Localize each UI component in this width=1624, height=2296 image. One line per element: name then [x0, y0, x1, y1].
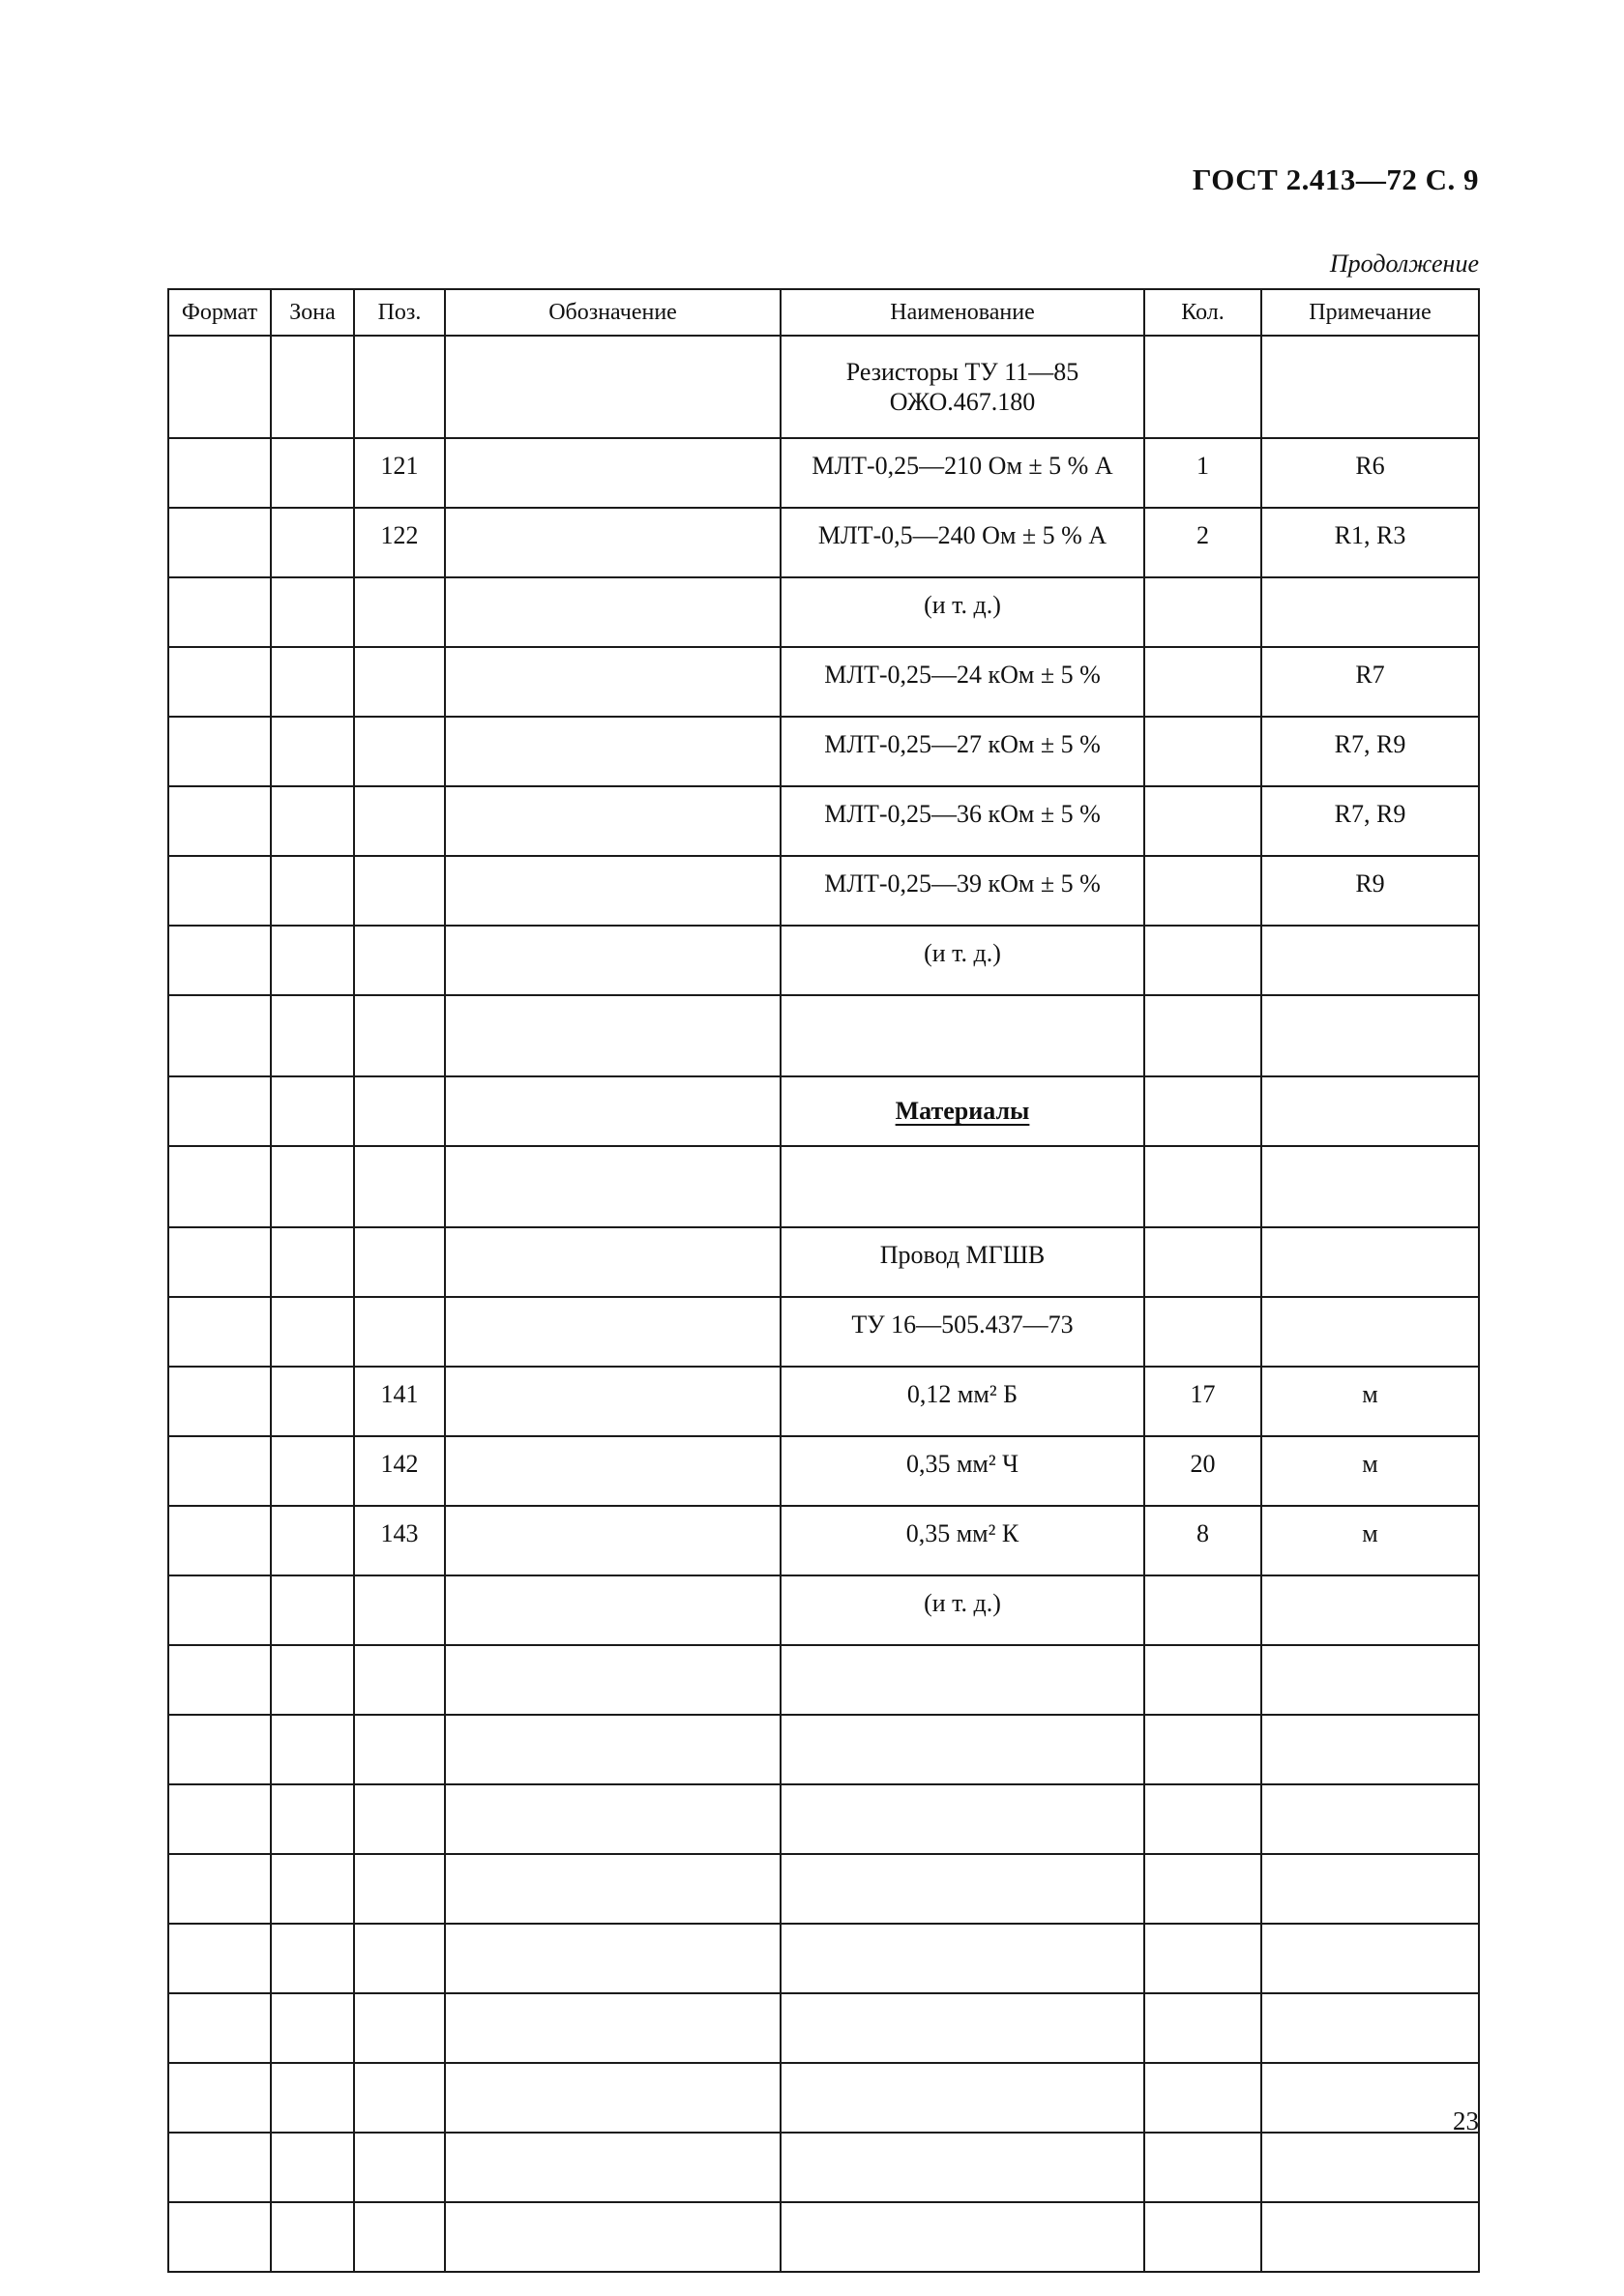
cell-quantity — [1144, 647, 1261, 717]
cell-designation — [445, 1227, 781, 1297]
cell-note — [1261, 2202, 1479, 2272]
cell-format — [168, 2063, 271, 2133]
cell-zone — [271, 1506, 354, 1575]
cell-designation — [445, 1575, 781, 1645]
cell-note — [1261, 995, 1479, 1076]
table-row — [168, 647, 1479, 717]
cell-position — [354, 786, 445, 856]
cell-zone — [271, 1227, 354, 1297]
cell-name: МЛТ-0,25—36 кОм ± 5 % — [781, 786, 1144, 856]
cell-designation — [445, 1146, 781, 1227]
table-row — [168, 2202, 1479, 2272]
cell-note — [1261, 1924, 1479, 1993]
cell-designation — [445, 577, 781, 647]
cell-quantity — [1144, 1575, 1261, 1645]
table-row — [168, 1227, 1479, 1297]
cell-quantity — [1144, 336, 1261, 438]
cell-format — [168, 856, 271, 926]
cell-format — [168, 508, 271, 577]
cell-name — [781, 2133, 1144, 2202]
table-row — [168, 995, 1479, 1076]
cell-note: м — [1261, 1506, 1479, 1575]
cell-format — [168, 2133, 271, 2202]
cell-note — [1261, 2133, 1479, 2202]
cell-format — [168, 647, 271, 717]
cell-zone — [271, 438, 354, 508]
cell-note — [1261, 2063, 1479, 2133]
cell-note — [1261, 336, 1479, 438]
cell-designation — [445, 1436, 781, 1506]
cell-format — [168, 1146, 271, 1227]
cell-name: МЛТ-0,25—24 кОм ± 5 % — [781, 647, 1144, 717]
cell-zone — [271, 1854, 354, 1924]
cell-note — [1261, 1146, 1479, 1227]
table-header-row — [168, 289, 1479, 336]
table-row — [168, 1076, 1479, 1146]
cell-position: 142 — [354, 1436, 445, 1506]
cell-note — [1261, 1645, 1479, 1715]
cell-position — [354, 1784, 445, 1854]
cell-zone — [271, 2133, 354, 2202]
specification-table — [167, 288, 1480, 2273]
table-row — [168, 1715, 1479, 1784]
cell-name — [781, 1924, 1144, 1993]
cell-format — [168, 1854, 271, 1924]
cell-zone — [271, 1297, 354, 1367]
cell-format — [168, 1367, 271, 1436]
table-row — [168, 1784, 1479, 1854]
cell-position — [354, 1575, 445, 1645]
cell-quantity — [1144, 995, 1261, 1076]
cell-position — [354, 2063, 445, 2133]
table-row — [168, 336, 1479, 438]
cell-zone — [271, 926, 354, 995]
cell-format — [168, 336, 271, 438]
column-header-quantity: Кол. — [1144, 289, 1261, 336]
cell-position — [354, 995, 445, 1076]
cell-zone — [271, 1436, 354, 1506]
cell-zone — [271, 856, 354, 926]
cell-zone — [271, 1784, 354, 1854]
table-row — [168, 577, 1479, 647]
cell-name: 0,35 мм² Ч — [781, 1436, 1144, 1506]
cell-quantity — [1144, 577, 1261, 647]
cell-position — [354, 577, 445, 647]
cell-note — [1261, 1227, 1479, 1297]
cell-note: м — [1261, 1367, 1479, 1436]
cell-zone — [271, 1993, 354, 2063]
column-header-position: Поз. — [354, 289, 445, 336]
cell-quantity — [1144, 1784, 1261, 1854]
cell-position — [354, 1227, 445, 1297]
cell-format — [168, 1993, 271, 2063]
table-row — [168, 1993, 1479, 2063]
cell-designation — [445, 1645, 781, 1715]
cell-note — [1261, 577, 1479, 647]
cell-zone — [271, 995, 354, 1076]
table-body — [168, 336, 1479, 2272]
cell-position — [354, 1715, 445, 1784]
cell-quantity — [1144, 1924, 1261, 1993]
cell-position: 143 — [354, 1506, 445, 1575]
table-row — [168, 1146, 1479, 1227]
cell-zone — [271, 577, 354, 647]
cell-position — [354, 1993, 445, 2063]
cell-designation — [445, 1367, 781, 1436]
cell-designation — [445, 717, 781, 786]
cell-quantity — [1144, 2063, 1261, 2133]
column-header-note: Примечание — [1261, 289, 1479, 336]
cell-quantity — [1144, 717, 1261, 786]
cell-name — [781, 1993, 1144, 2063]
table-row — [168, 1367, 1479, 1436]
table-row — [168, 786, 1479, 856]
cell-quantity — [1144, 856, 1261, 926]
table-row — [168, 717, 1479, 786]
cell-quantity — [1144, 1227, 1261, 1297]
cell-position — [354, 1146, 445, 1227]
cell-note: R9 — [1261, 856, 1479, 926]
table-row — [168, 1645, 1479, 1715]
cell-name — [781, 1784, 1144, 1854]
cell-quantity — [1144, 2133, 1261, 2202]
cell-format — [168, 1924, 271, 1993]
cell-zone — [271, 647, 354, 717]
cell-quantity — [1144, 786, 1261, 856]
table-row — [168, 1575, 1479, 1645]
cell-format — [168, 1715, 271, 1784]
cell-format — [168, 1575, 271, 1645]
cell-format — [168, 786, 271, 856]
cell-name: (и т. д.) — [781, 926, 1144, 995]
cell-name: МЛТ-0,25—27 кОм ± 5 % — [781, 717, 1144, 786]
cell-note — [1261, 1297, 1479, 1367]
cell-designation — [445, 856, 781, 926]
cell-name — [781, 2063, 1144, 2133]
cell-position — [354, 1854, 445, 1924]
cell-name: Резисторы ТУ 11—85 ОЖО.467.180 — [781, 336, 1144, 438]
cell-position — [354, 717, 445, 786]
cell-note — [1261, 1854, 1479, 1924]
cell-quantity — [1144, 1076, 1261, 1146]
cell-position — [354, 2133, 445, 2202]
cell-name: ТУ 16—505.437—73 — [781, 1297, 1144, 1367]
cell-name — [781, 1854, 1144, 1924]
cell-position — [354, 1297, 445, 1367]
cell-designation — [445, 647, 781, 717]
cell-note: м — [1261, 1436, 1479, 1506]
cell-format — [168, 1506, 271, 1575]
cell-note: R7, R9 — [1261, 786, 1479, 856]
cell-zone — [271, 717, 354, 786]
cell-position — [354, 336, 445, 438]
cell-designation — [445, 336, 781, 438]
cell-designation — [445, 926, 781, 995]
cell-designation — [445, 995, 781, 1076]
column-header-designation: Обозначение — [445, 289, 781, 336]
cell-position — [354, 2202, 445, 2272]
cell-zone — [271, 508, 354, 577]
cell-format — [168, 926, 271, 995]
cell-name: (и т. д.) — [781, 577, 1144, 647]
cell-designation — [445, 1506, 781, 1575]
cell-name: МЛТ-0,25—210 Ом ± 5 % А — [781, 438, 1144, 508]
cell-format — [168, 577, 271, 647]
cell-note — [1261, 1784, 1479, 1854]
cell-name: 0,12 мм² Б — [781, 1367, 1144, 1436]
cell-zone — [271, 1367, 354, 1436]
cell-designation — [445, 2063, 781, 2133]
cell-quantity: 2 — [1144, 508, 1261, 577]
cell-note — [1261, 1076, 1479, 1146]
cell-name: (и т. д.) — [781, 1575, 1144, 1645]
cell-designation — [445, 1076, 781, 1146]
cell-quantity: 20 — [1144, 1436, 1261, 1506]
cell-name: МЛТ-0,25—39 кОм ± 5 % — [781, 856, 1144, 926]
cell-designation — [445, 786, 781, 856]
cell-position: 122 — [354, 508, 445, 577]
cell-note: R6 — [1261, 438, 1479, 508]
cell-designation — [445, 2133, 781, 2202]
cell-position: 141 — [354, 1367, 445, 1436]
cell-quantity — [1144, 1854, 1261, 1924]
table-row — [168, 2063, 1479, 2133]
cell-zone — [271, 2063, 354, 2133]
cell-quantity: 17 — [1144, 1367, 1261, 1436]
cell-zone — [271, 2202, 354, 2272]
cell-format — [168, 1076, 271, 1146]
cell-quantity: 1 — [1144, 438, 1261, 508]
cell-format — [168, 2202, 271, 2272]
cell-position — [354, 926, 445, 995]
cell-quantity — [1144, 1146, 1261, 1227]
cell-format — [168, 1645, 271, 1715]
document-header-title: ГОСТ 2.413—72 С. 9 — [1192, 162, 1479, 196]
cell-format — [168, 995, 271, 1076]
cell-designation — [445, 1924, 781, 1993]
cell-name: Материалы — [781, 1076, 1144, 1146]
cell-zone — [271, 1076, 354, 1146]
cell-quantity — [1144, 926, 1261, 995]
column-header-zone: Зона — [271, 289, 354, 336]
cell-designation — [445, 1784, 781, 1854]
cell-designation — [445, 1715, 781, 1784]
cell-quantity — [1144, 1297, 1261, 1367]
table-row — [168, 1436, 1479, 1506]
cell-note: R7 — [1261, 647, 1479, 717]
table-row — [168, 856, 1479, 926]
cell-name — [781, 2202, 1144, 2272]
cell-designation — [445, 1993, 781, 2063]
cell-position — [354, 647, 445, 717]
cell-note — [1261, 1575, 1479, 1645]
cell-note: R7, R9 — [1261, 717, 1479, 786]
column-header-format: Формат — [168, 289, 271, 336]
cell-note — [1261, 1715, 1479, 1784]
cell-format — [168, 1297, 271, 1367]
cell-quantity — [1144, 1715, 1261, 1784]
cell-designation — [445, 1854, 781, 1924]
cell-position — [354, 1645, 445, 1715]
cell-zone — [271, 1715, 354, 1784]
cell-zone — [271, 786, 354, 856]
cell-name: 0,35 мм² К — [781, 1506, 1144, 1575]
cell-format — [168, 438, 271, 508]
table-row — [168, 1924, 1479, 1993]
column-header-name: Наименование — [781, 289, 1144, 336]
cell-designation — [445, 2202, 781, 2272]
cell-quantity — [1144, 1645, 1261, 1715]
cell-zone — [271, 336, 354, 438]
cell-note: R1, R3 — [1261, 508, 1479, 577]
cell-designation — [445, 1297, 781, 1367]
cell-designation — [445, 438, 781, 508]
cell-format — [168, 1227, 271, 1297]
cell-position — [354, 1076, 445, 1146]
cell-zone — [271, 1575, 354, 1645]
continuation-label: Продолжение — [1329, 250, 1479, 278]
cell-quantity — [1144, 2202, 1261, 2272]
cell-position — [354, 856, 445, 926]
cell-note — [1261, 1993, 1479, 2063]
table-row — [168, 1506, 1479, 1575]
cell-zone — [271, 1924, 354, 1993]
cell-position: 121 — [354, 438, 445, 508]
cell-format — [168, 717, 271, 786]
cell-name — [781, 1645, 1144, 1715]
cell-designation — [445, 508, 781, 577]
cell-position — [354, 1924, 445, 1993]
table-row — [168, 1854, 1479, 1924]
table-row — [168, 926, 1479, 995]
table-row — [168, 438, 1479, 508]
cell-name: Провод МГШВ — [781, 1227, 1144, 1297]
cell-name: МЛТ-0,5—240 Ом ± 5 % А — [781, 508, 1144, 577]
page-number: 23 — [1453, 2106, 1479, 2135]
cell-format — [168, 1436, 271, 1506]
cell-format — [168, 1784, 271, 1854]
cell-name — [781, 1146, 1144, 1227]
cell-note — [1261, 926, 1479, 995]
table-row — [168, 2133, 1479, 2202]
cell-quantity — [1144, 1993, 1261, 2063]
table-row — [168, 1297, 1479, 1367]
cell-zone — [271, 1645, 354, 1715]
cell-name — [781, 995, 1144, 1076]
table-row — [168, 508, 1479, 577]
cell-name — [781, 1715, 1144, 1784]
cell-quantity: 8 — [1144, 1506, 1261, 1575]
cell-zone — [271, 1146, 354, 1227]
